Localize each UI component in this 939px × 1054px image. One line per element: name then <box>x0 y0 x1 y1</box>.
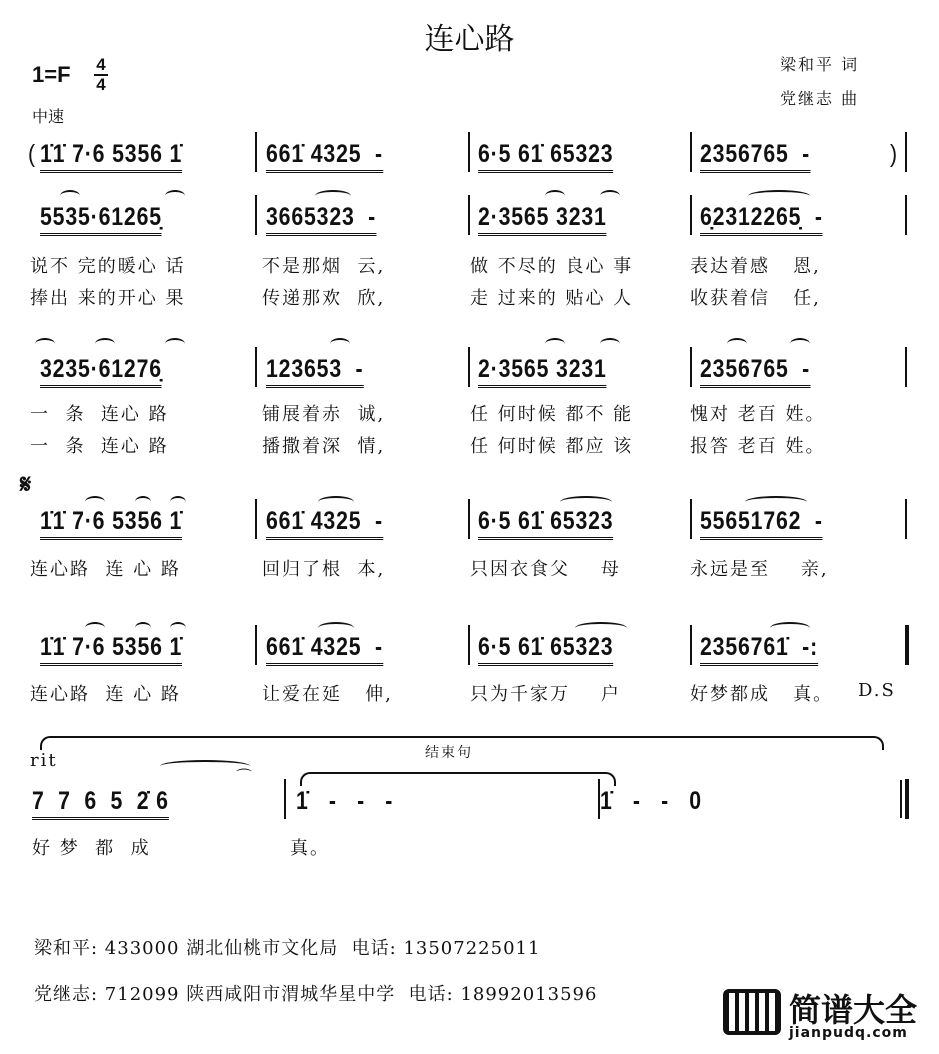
bar-line <box>468 625 470 665</box>
bar-line <box>905 347 907 387</box>
bar-line <box>905 625 909 665</box>
contact-line-lyricist: 梁和平: 433000 湖北仙桃市文化局 电话: 13507225011 <box>34 938 541 959</box>
score-row <box>0 633 939 673</box>
lyric-text: 播撒着深 情, <box>262 436 386 457</box>
slur <box>315 190 351 202</box>
lyric-text: 不是那烟 云, <box>262 256 386 277</box>
slur <box>745 496 807 508</box>
measure: 2356761̇ -: <box>700 633 818 662</box>
measure: 661̇ 4325 - <box>266 507 383 536</box>
bar-line <box>255 132 257 172</box>
measure: 55651762 - <box>700 507 823 536</box>
ending-label: 结束句 <box>425 745 473 761</box>
fermata-icon: ⌒ <box>236 767 253 786</box>
lyric-text: 报答 老百 姓。 <box>690 436 826 457</box>
song-title: 连心路 <box>424 22 515 57</box>
bar-line <box>690 499 692 539</box>
measure: 6·5 61̇ 65323 <box>478 507 613 536</box>
bar-line <box>905 779 909 819</box>
slur <box>545 190 565 202</box>
score-row <box>0 203 939 243</box>
slur <box>35 338 55 350</box>
key-signature: 1=F <box>32 62 71 87</box>
lyric-text: 只因衣食父 母 <box>470 559 621 580</box>
bar-line <box>905 132 907 172</box>
measure: 3235·61276̣ <box>40 355 162 384</box>
slur <box>790 338 810 350</box>
bar-line <box>468 195 470 235</box>
lyric-text: 连心路 连 心 路 <box>30 684 181 705</box>
slur <box>135 496 151 508</box>
measure: 7 7 6 5 2̇ 6 <box>32 787 169 816</box>
slur <box>60 190 80 202</box>
slur <box>318 622 354 634</box>
slur <box>330 338 350 350</box>
bar-line <box>468 347 470 387</box>
measure: 661̇ 4325 - <box>266 633 383 662</box>
lyric-text: 任 何时候 都应 该 <box>470 436 634 457</box>
lyric-text: 收获着信 任, <box>690 288 821 309</box>
lyric-text: 真。 <box>290 838 330 859</box>
lyric-text: 做 不尽的 良心 事 <box>470 256 634 277</box>
bar-line <box>468 499 470 539</box>
logo-url: jianpudq.com <box>789 1025 908 1041</box>
slur <box>85 496 105 508</box>
measure: 1̇1̇ 7·6 5356 1̇ <box>40 633 182 662</box>
measure: 1̇1̇ 7·6 5356 1̇ <box>40 140 182 169</box>
bar-line <box>255 347 257 387</box>
repeat-paren-open: ( <box>28 140 36 168</box>
measure: 1̇ - - - <box>296 787 394 815</box>
slur <box>727 338 747 350</box>
bar-line <box>255 195 257 235</box>
slur <box>545 338 565 350</box>
slur <box>600 190 620 202</box>
measure: 123653 - <box>266 355 363 384</box>
slur <box>165 338 185 350</box>
slur <box>575 622 627 634</box>
lyric-text: 愧对 老百 姓。 <box>690 404 826 425</box>
measure: 661̇ 4325 - <box>266 140 383 169</box>
lyric-text: 一 条 连心 路 <box>30 436 169 457</box>
measure: 2·3565 3231 <box>478 355 607 384</box>
bar-line <box>690 195 692 235</box>
dal-segno-marking: D.S <box>858 680 896 701</box>
site-logo <box>723 985 933 1047</box>
slur <box>165 190 185 202</box>
lyric-text: 好梦都成 真。 <box>690 684 834 705</box>
tie-bracket <box>300 772 616 786</box>
lyric-text: 任 何时候 都不 能 <box>470 404 634 425</box>
lyric-text: 表达着感 恩, <box>690 256 821 277</box>
lyric-text: 一 条 连心 路 <box>30 404 169 425</box>
bar-line <box>255 499 257 539</box>
bar-line <box>468 132 470 172</box>
score-row <box>0 355 939 395</box>
measure: 2356765 - <box>700 140 810 169</box>
bar-line <box>255 625 257 665</box>
measure: 2·3565 3231 <box>478 203 607 232</box>
slur <box>600 338 620 350</box>
slur <box>135 622 151 634</box>
lyric-text: 让爱在延 伸, <box>262 684 393 705</box>
slur <box>770 622 810 634</box>
repeat-paren-close: ) <box>890 140 898 168</box>
slur <box>170 622 186 634</box>
score-row <box>0 507 939 547</box>
slur <box>748 190 810 202</box>
measure: 6·5 61̇ 65323 <box>478 633 613 662</box>
measure: 5535·61265̣ <box>40 203 162 232</box>
bar-line <box>905 195 907 235</box>
bar-line <box>690 625 692 665</box>
composer-credit: 党继志 曲 <box>780 89 860 108</box>
tempo-marking: 中速 <box>32 107 65 126</box>
slur <box>170 496 186 508</box>
slur <box>318 496 354 508</box>
lyric-text: 只为千家万 户 <box>470 684 621 705</box>
measure: 6·5 61̇ 65323 <box>478 140 613 169</box>
measure: 1̇1̇ 7·6 5356 1̇ <box>40 507 182 536</box>
bar-line <box>905 499 907 539</box>
lyric-text: 说不 完的暖心 话 <box>30 256 186 277</box>
score-row <box>0 140 939 180</box>
lyric-text: 传递那欢 欣, <box>262 288 386 309</box>
lyric-text: 连心路 连 心 路 <box>30 559 181 580</box>
bar-line <box>284 779 286 819</box>
time-signature <box>94 56 108 94</box>
lyric-text: 铺展着赤 诚, <box>262 404 386 425</box>
slur <box>85 622 105 634</box>
bar-line <box>690 132 692 172</box>
slur <box>95 338 115 350</box>
ritardando-marking: rit <box>30 750 58 771</box>
contact-line-composer: 党继志: 712099 陕西咸阳市渭城华星中学 电话: 18992013596 <box>34 984 598 1005</box>
lyric-text: 永远是至 亲, <box>690 559 829 580</box>
piano-keys-icon <box>723 989 781 1035</box>
lyricist-credit: 梁和平 词 <box>780 55 860 74</box>
segno-sign: 𝄋 <box>20 470 32 500</box>
measure: 3665323 - <box>266 203 376 232</box>
measure: 6̣2312265̣ - <box>700 203 823 232</box>
lyric-text: 走 过来的 贴心 人 <box>470 288 634 309</box>
measure: 1̇ - - 0 <box>600 787 702 815</box>
slur <box>560 496 612 508</box>
bar-line <box>690 347 692 387</box>
measure: 2356765 - <box>700 355 810 384</box>
lyric-text: 回归了根 本, <box>262 559 386 580</box>
logo-text: 简谱大全 <box>789 991 918 1029</box>
time-signature-bottom: 4 <box>96 75 106 94</box>
lyric-text: 捧出 来的开心 果 <box>30 288 186 309</box>
score-row <box>0 787 939 827</box>
lyric-text: 好 梦 都 成 <box>32 838 151 859</box>
time-signature-top: 4 <box>96 55 106 74</box>
